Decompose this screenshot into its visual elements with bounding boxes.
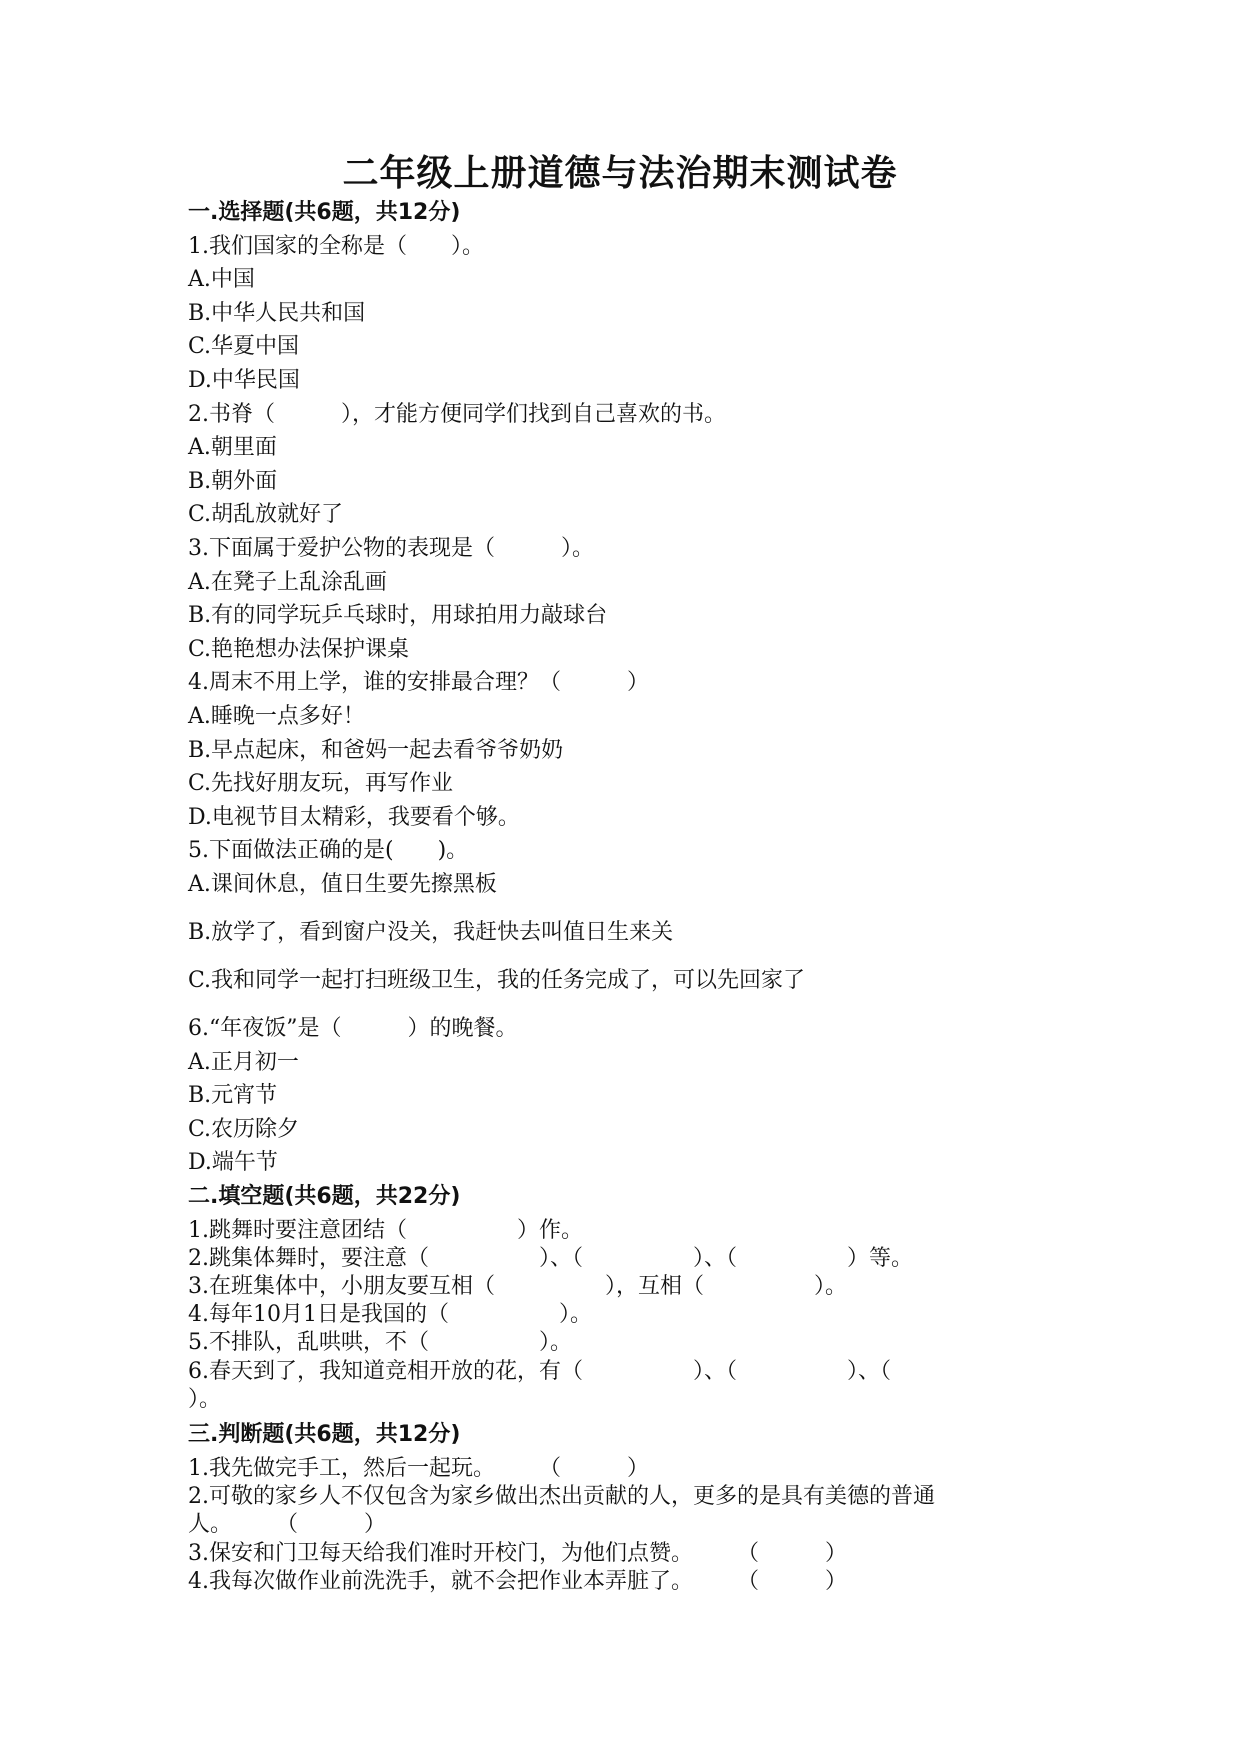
answer-option: C.我和同学一起打扫班级卫生，我的任务完成了，可以先回家了 (188, 968, 806, 993)
question-text: 3.在班集体中，小朋友要互相（ ），互相（ ）。 (188, 1274, 847, 1299)
answer-option: D.中华民国 (188, 368, 300, 393)
question-text: 3.下面属于爱护公物的表现是（ ）。 (188, 536, 594, 561)
answer-option: A.在凳子上乱涂乱画 (188, 570, 387, 595)
answer-option: A.中国 (188, 267, 255, 292)
question-text: 2.可敬的家乡人不仅包含为家乡做出杰出贡献的人，更多的是具有美德的普通 (188, 1484, 935, 1509)
question-text: ）。 (188, 1387, 222, 1412)
question-text: 4.周末不用上学，谁的安排最合理？（ ） (188, 670, 649, 695)
answer-option: D.电视节目太精彩，我要看个够。 (188, 805, 520, 830)
question-text: 5.不排队，乱哄哄，不（ ）。 (188, 1330, 572, 1355)
question-text: 4.我每次做作业前洗洗手，就不会把作业本弄脏了。 （ ） (188, 1569, 847, 1594)
question-text: 3.保安和门卫每天给我们准时开校门，为他们点赞。 （ ） (188, 1541, 847, 1566)
question-text: 1.我们国家的全称是（ ）。 (188, 234, 484, 259)
question-text: 人。 （ ） (188, 1512, 387, 1537)
question-text: 5.下面做法正确的是( )。 (188, 838, 469, 863)
answer-option: A.睡晚一点多好！ (188, 704, 365, 729)
answer-option: B.元宵节 (188, 1083, 278, 1108)
question-text: 6.春天到了，我知道竞相开放的花，有（ ）、（ ）、（ (188, 1359, 891, 1384)
question-text: 2.书脊（ ），才能方便同学们找到自己喜欢的书。 (188, 402, 726, 427)
answer-option: C.农历除夕 (188, 1117, 300, 1142)
answer-option: B.中华人民共和国 (188, 301, 366, 326)
answer-option: D.端午节 (188, 1150, 278, 1175)
answer-option: B.有的同学玩乒乓球时，用球拍用力敲球台 (188, 603, 608, 628)
answer-option: C.艳艳想办法保护课桌 (188, 637, 410, 662)
answer-option: C.胡乱放就好了 (188, 502, 344, 527)
section-heading-judge: 三.判断题(共6题，共12分) (188, 1422, 461, 1447)
section-heading-choice: 一.选择题(共6题，共12分) (188, 200, 461, 225)
question-text: 1.我先做完手工，然后一起玩。 （ ） (188, 1456, 649, 1481)
answer-option: B.放学了，看到窗户没关，我赶快去叫值日生来关 (188, 920, 674, 945)
answer-option: C.先找好朋友玩，再写作业 (188, 771, 454, 796)
question-text: 2.跳集体舞时，要注意（ ）、（ ）、（ ）等。 (188, 1246, 913, 1271)
page-title: 二年级上册道德与法治期末测试卷 (342, 153, 898, 194)
answer-option: B.朝外面 (188, 469, 278, 494)
answer-option: A.课间休息，值日生要先擦黑板 (188, 872, 497, 897)
answer-option: C.华夏中国 (188, 334, 300, 359)
question-text: 1.跳舞时要注意团结（ ）作。 (188, 1218, 583, 1243)
section-heading-fill: 二.填空题(共6题，共22分) (188, 1184, 461, 1209)
answer-option: B.早点起床，和爸妈一起去看爷爷奶奶 (188, 738, 564, 763)
answer-option: A.朝里面 (188, 435, 277, 460)
question-text: 4.每年10月1日是我国的（ ）。 (188, 1302, 592, 1327)
question-text: 6.“年夜饭”是（ ）的晚餐。 (188, 1016, 518, 1041)
answer-option: A.正月初一 (188, 1050, 299, 1075)
